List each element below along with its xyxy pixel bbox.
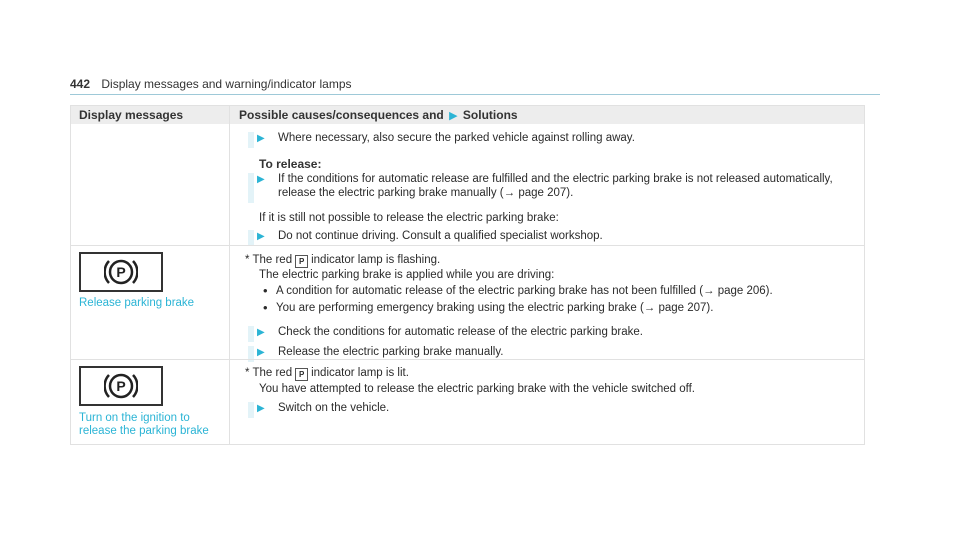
desc-text: The electric parking brake is applied while you are driving: <box>259 269 555 281</box>
step-bar <box>248 173 254 203</box>
parking-brake-icon: P <box>295 368 308 381</box>
play-triangle-icon: ▶ <box>257 133 265 144</box>
table-header <box>71 106 864 124</box>
col-header-causes-solutions: Possible causes/consequences and ▶ Solutions <box>239 108 518 122</box>
step-text: Do not continue driving. Consult a qualified specialist workshop. <box>278 230 603 242</box>
step-text: Release the electric parking brake manually. <box>278 346 504 358</box>
parking-brake-icon <box>104 369 138 403</box>
bullet-text: You are performing emergency braking using the electric parking brake (→ page 207). <box>276 302 714 314</box>
play-triangle-icon: ▶ <box>257 403 265 414</box>
step-text: Switch on the vehicle. <box>278 402 390 414</box>
svg-text:P: P <box>116 378 126 394</box>
step-text: Check the conditions for automatic release of the electric parking brake. <box>278 326 643 338</box>
desc-text: You have attempted to release the electric parking brake with the vehicle switched off. <box>259 383 695 395</box>
play-triangle-icon: ▶ <box>449 110 458 122</box>
step-text: If the conditions for automatic release are fulfilled and the electric parking brake is not released automatically, <box>278 173 833 185</box>
note-text: If it is still not possible to release the electric parking brake: <box>259 212 559 224</box>
play-triangle-icon: ▶ <box>257 347 265 358</box>
col-header-display-messages: Display messages <box>79 108 184 122</box>
intro-line: * The red P indicator lamp is flashing. <box>245 254 441 266</box>
header-divider <box>70 94 880 95</box>
lamp-label: Turn on the ignition to release the parking brake <box>79 412 209 437</box>
step-bar <box>248 402 254 418</box>
column-divider <box>229 106 230 444</box>
lamp-label: Release parking brake <box>79 297 195 309</box>
page-number: 442 <box>70 77 91 91</box>
intro-line: * The red P indicator lamp is lit. <box>245 367 409 379</box>
play-triangle-icon: ▶ <box>257 327 265 338</box>
row-divider <box>71 245 864 246</box>
page-title: Display messages and warning/indicator lamps <box>101 77 352 91</box>
step-text: release the electric parking brake manually (→ page 207). <box>278 187 574 199</box>
step-bar <box>248 132 254 148</box>
parking-brake-lamp <box>79 366 163 406</box>
play-triangle-icon: ▶ <box>257 231 265 242</box>
page-header <box>70 77 352 91</box>
parking-brake-icon <box>104 255 138 289</box>
bullet-icon: • <box>263 283 268 298</box>
bullet-text: A condition for automatic release of the electric parking brake has not been fulfilled (→ page 206). <box>276 285 773 297</box>
svg-text:P: P <box>116 264 126 280</box>
play-triangle-icon: ▶ <box>257 174 265 185</box>
parking-brake-icon: P <box>295 255 308 268</box>
section-heading: To release: <box>259 157 322 171</box>
step-bar <box>248 326 254 342</box>
parking-brake-lamp <box>79 252 163 292</box>
step-bar <box>248 230 254 246</box>
bullet-icon: • <box>263 300 268 315</box>
display-messages-table <box>70 105 865 445</box>
row-divider <box>71 359 864 360</box>
step-text: Where necessary, also secure the parked vehicle against rolling away. <box>278 132 635 144</box>
